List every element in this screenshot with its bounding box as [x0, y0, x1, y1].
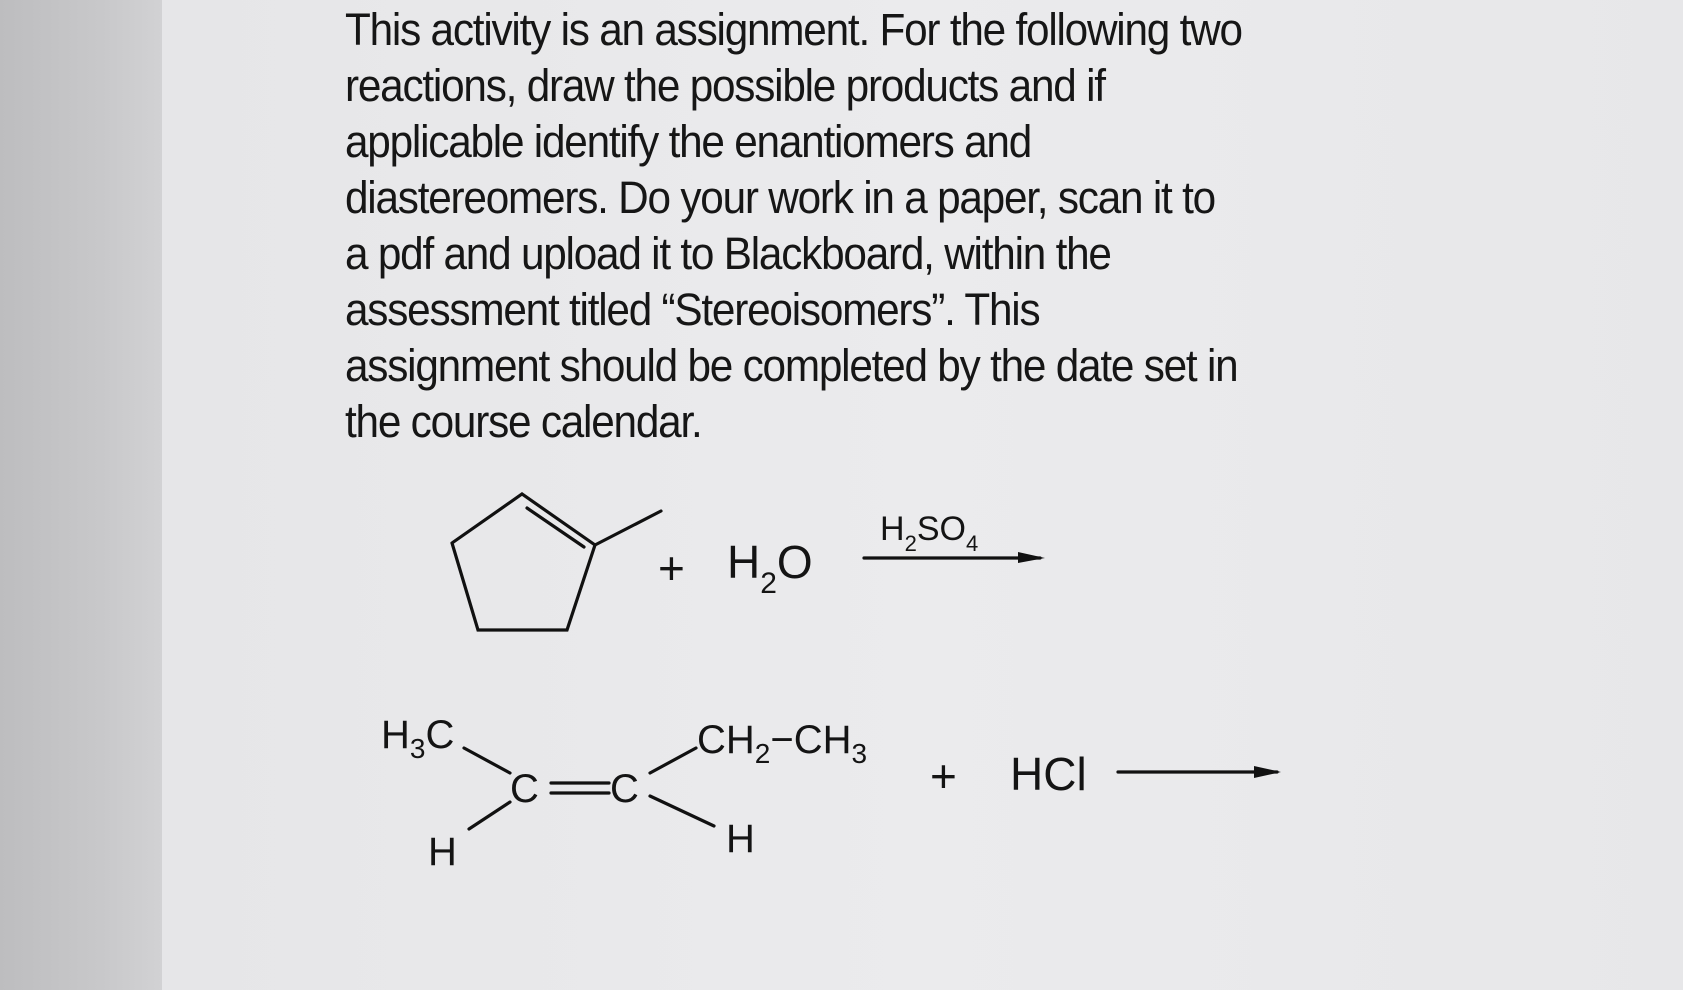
plus-sign: +	[930, 750, 957, 802]
c1-hydrogen-label: H	[428, 830, 457, 874]
carbon-1-label: C	[510, 767, 539, 811]
c2-hydrogen-label: H	[726, 817, 755, 861]
reaction-2-labels	[381, 713, 1087, 874]
reaction-2	[464, 748, 1281, 829]
ethyl-label: $CH_2-CH_3$	[697, 718, 868, 769]
instruction-line: a pdf and upload it to Blackboard, within the	[345, 228, 1111, 279]
hydrogen-chloride-reagent: HCl	[1010, 748, 1087, 800]
ring-double-bond-line	[527, 508, 584, 547]
reaction-2-arrowhead	[1254, 766, 1281, 778]
methyl-label: $H_3C$	[381, 713, 455, 764]
water-reagent: $H_2O$	[727, 536, 813, 600]
pentene-structure	[464, 748, 714, 829]
instruction-line: reactions, draw the possible products and if	[345, 60, 1105, 111]
reaction-1-arrowhead	[1018, 552, 1045, 563]
c2-ethyl-bond	[650, 748, 696, 773]
reaction-1-labels	[658, 510, 978, 600]
instruction-line: assignment should be completed by the date set in	[345, 340, 1238, 391]
plus-sign: +	[658, 542, 685, 594]
instruction-line: This activity is an assignment. For the following two	[345, 4, 1242, 55]
cyclopentene-ring	[452, 494, 595, 630]
instruction-line: assessment titled “Stereoisomers”. This	[345, 284, 1040, 335]
instruction-line: applicable identify the enantiomers and	[345, 116, 1032, 167]
c1-hydrogen-bond	[469, 802, 510, 829]
methyl-bond	[595, 511, 661, 545]
methylcyclopentene-structure	[452, 494, 661, 630]
sulfuric-acid-catalyst: $H_2SO_4$	[880, 510, 979, 556]
carbon-2-label: C	[610, 767, 639, 811]
c2-hydrogen-bond	[650, 796, 714, 826]
instruction-line: the course calendar.	[345, 396, 702, 447]
c1-methyl-bond	[464, 748, 510, 773]
instruction-line: diastereomers. Do your work in a paper, scan it to	[345, 172, 1215, 223]
